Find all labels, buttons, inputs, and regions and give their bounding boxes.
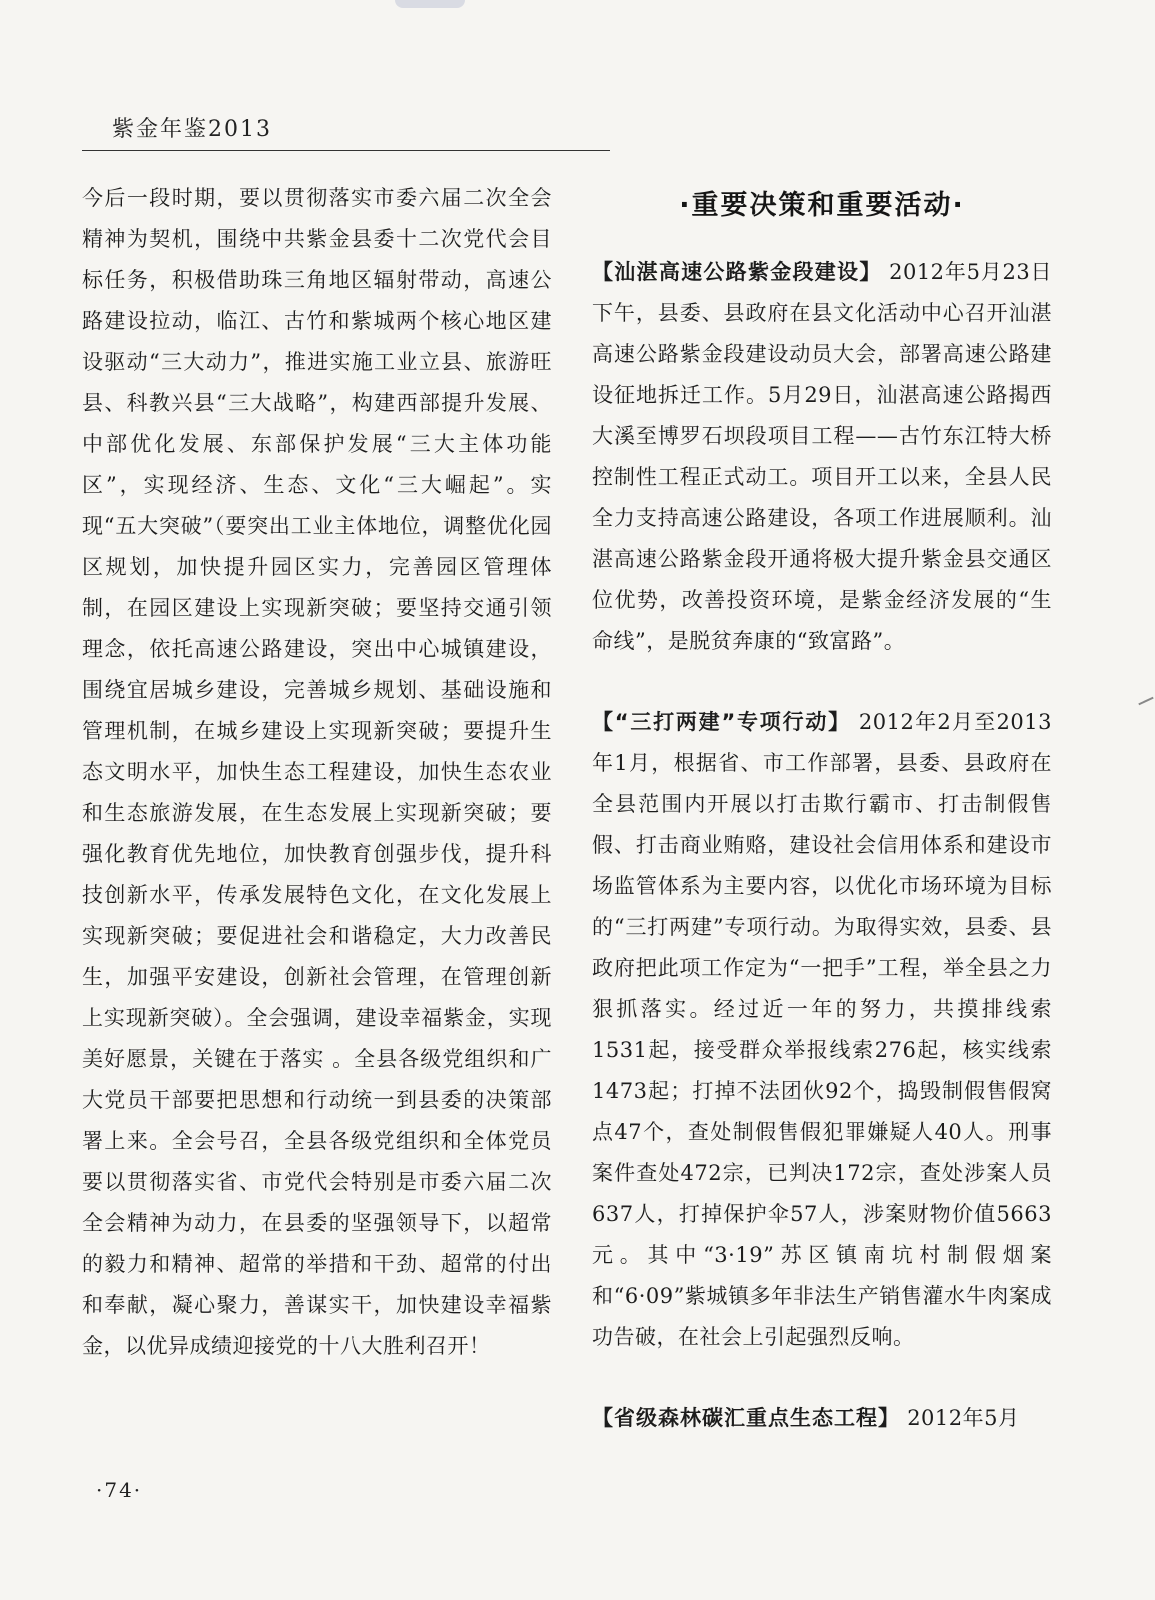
entry-body: 2012年2月至2013年1月，根据省、市工作部署，县委、县政府在全县范围内开展以打击欺行霸市、打击制假售假、打击商业贿赂，建设社会信用体系和建设市场监管体系为主要内容，以优化市场环境为目标的“三打两建”专项行动。为取得实效，县委、县政府把此项工作定为“一把手”工程，举全县之力狠抓落实。经过近一年的努力，共摸排线索1531起，接受群众举报线索276起，核实线索1473起；打掉不法团伙92个，捣毁制假售假窝点47个，查处制假售假犯罪嫌疑人40人。刑事案件查处472宗，已判决172宗，查处涉案人员637人，打掉保护伞57人，涉案财物价值5663元。其中“3·19”苏区镇南坑村制假烟案和“6·09”紫城镇多年非法生产销售灌水牛肉案成功告破，在社会上引起强烈反响。: [592, 710, 1052, 1349]
running-header: 紫金年鉴2013: [112, 117, 272, 142]
entry-body: 2012年5月23日下午，县委、县政府在县文化活动中心召开汕湛高速公路紫金段建设动员大会，部署高速公路建设征地拆迁工作。5月29日，汕湛高速公路揭西大溪至博罗石坝段项目工程——古竹东江特大桥控制性工程正式动工。项目开工以来，全县人民全力支持高速公路建设，各项工作进展顺利。汕湛高速公路紫金段开通将极大提升紫金县交通区位优势，改善投资环境，是紫金经济发展的“生命线”，是脱贫奔康的“致富路”。: [592, 260, 1053, 653]
section-title: ·重要决策和重要活动·: [679, 190, 965, 221]
entry-heading: 【“三打两建”专项行动】: [592, 710, 851, 734]
entry-body: 2012年5月: [907, 1406, 1020, 1430]
left-column: [82, 178, 552, 1367]
entry-shanzhan-expressway: [592, 252, 1052, 662]
scan-artifact: [1138, 697, 1153, 706]
entry-forest-carbon-sink: [592, 1398, 1052, 1439]
left-column-text: 今后一段时期，要以贯彻落实市委六届二次全会精神为契机，围绕中共紫金县委十二次党代会目标任务，积极借助珠三角地区辐射带动，高速公路建设拉动，临江、古竹和紫城两个核心地区建设驱动“三大动力”，推进实施工业立县、旅游旺县、科教兴县“三大战略”，构建西部提升发展、中部优化发展、东部保护发展“三大主体功能区”，实现经济、生态、文化“三大崛起”。实现“五大突破”（要突出工业主体地位，调整优化园区规划，加快提升园区实力，完善园区管理体制，在园区建设上实现新突破；要坚持交通引领理念，依托高速公路建设，突出中心城镇建设，围绕宜居城乡建设，完善城乡规划、基础设施和管理机制，在城乡建设上实现新突破；要提升生态文明水平，加快生态工程建设，加快生态农业和生态旅游发展，在生态发展上实现新突破；要强化教育优先地位，加快教育创强步伐，提升科技创新水平，传承发展特色文化，在文化发展上实现新突破；要促进社会和谐稳定，大力改善民生，加强平安建设，创新社会管理，在管理创新上实现新突破）。全会强调，建设幸福紫金，实现美好愿景，关键在于落实 。全县各级党组织和广大党员干部要把思想和行动统一到县委的决策部署上来。全会号召，全县各级党组织和全体党员要以贯彻落实省、市党代会特别是市委六届二次全会精神为动力，在县委的坚强领导下，以超常的毅力和精神、超常的举措和干劲、超常的付出和奉献，凝心聚力，善谋实干，加快建设幸福紫金，以优异成绩迎接党的十八大胜利召开！: [82, 186, 552, 1358]
scan-artifact: [395, 0, 465, 8]
page-number: ·74·: [96, 1478, 143, 1502]
right-column: [592, 178, 1052, 1439]
entry-heading: 【省级森林碳汇重点生态工程】: [592, 1406, 900, 1430]
entry-heading: 【汕湛高速公路紫金段建设】: [592, 260, 882, 284]
header-rule: [82, 150, 610, 151]
entry-san-da-liang-jian: [592, 702, 1052, 1358]
